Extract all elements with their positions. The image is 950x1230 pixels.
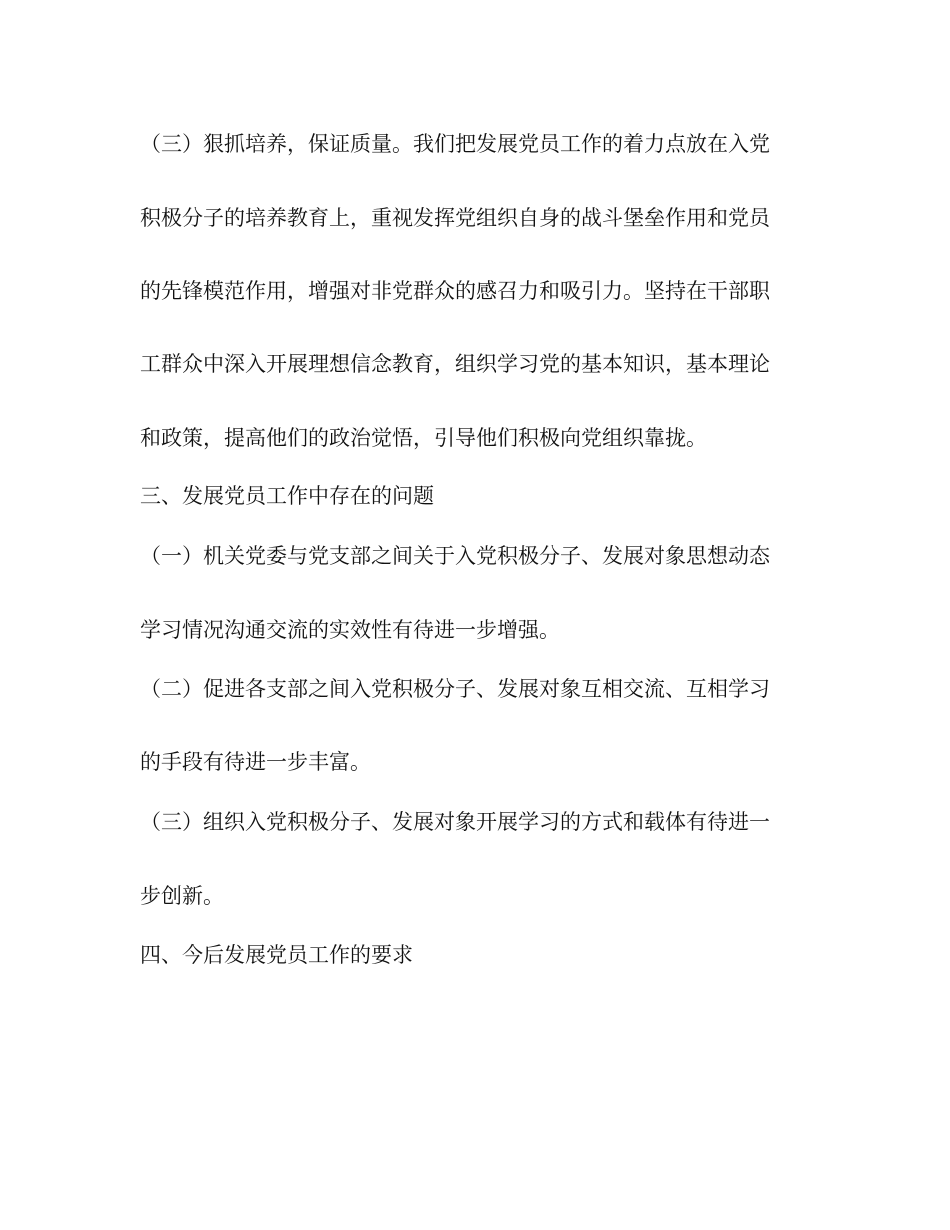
paragraph-line-4: 工群众中深入开展理想信念教育，组织学习党的基本知识，基本理论	[140, 352, 770, 376]
paragraph-line-2: 积极分子的培养教育上，重视发挥党组织自身的战斗堡垒作用和党员	[140, 206, 770, 230]
section-heading-3: 三、发展党员工作中存在的问题	[140, 484, 434, 508]
paragraph-line-9: 的手段有待进一步丰富。	[140, 750, 371, 774]
paragraph-line-3: 的先锋模范作用，增强对非党群众的感召力和吸引力。坚持在干部职	[140, 279, 770, 303]
section-heading-4: 四、今后发展党员工作的要求	[140, 943, 413, 967]
paragraph-line-8: （二）促进各支部之间入党积极分子、发展对象互相交流、互相学习	[140, 677, 770, 701]
paragraph-line-1: （三）狠抓培养，保证质量。我们把发展党员工作的着力点放在入党	[140, 132, 770, 156]
paragraph-line-10: （三）组织入党积极分子、发展对象开展学习的方式和载体有待进一	[140, 810, 770, 834]
paragraph-line-7: 学习情况沟通交流的实效性有待进一步增强。	[140, 618, 560, 642]
paragraph-line-6: （一）机关党委与党支部之间关于入党积极分子、发展对象思想动态	[140, 544, 770, 568]
paragraph-line-11: 步创新。	[140, 884, 224, 908]
paragraph-line-5: 和政策，提高他们的政治觉悟，引导他们积极向党组织靠拢。	[140, 426, 707, 450]
